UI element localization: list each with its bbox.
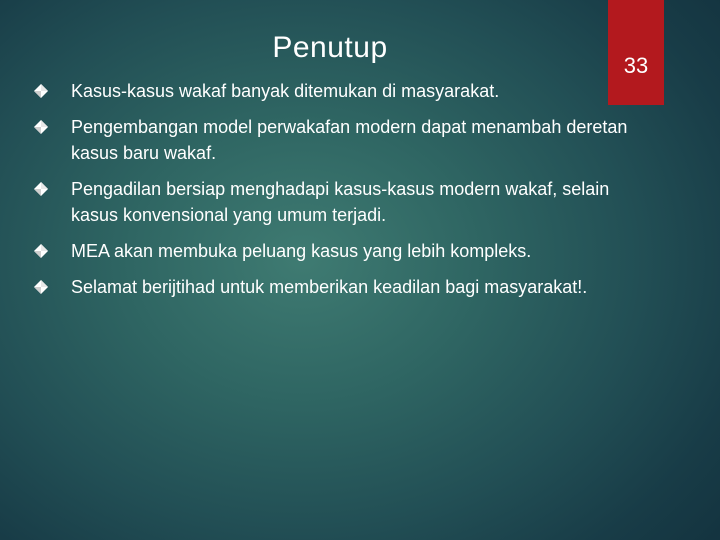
bullet-item [34,176,654,228]
bullet-list [34,78,654,310]
bullet-text: Kasus-kasus wakaf banyak ditemukan di masyarakat. [71,81,500,101]
diamond-icon [34,244,48,258]
bullet-text: MEA akan membuka peluang kasus yang lebih kompleks. [71,241,532,261]
diamond-icon [34,120,48,134]
bullet-text: Selamat berijtihad untuk memberikan keadilan bagi masyarakat!. [71,277,588,297]
bullet-text: Pengembangan model perwakafan modern dapat menambah deretan kasus baru wakaf. [71,117,628,163]
diamond-icon [34,84,48,98]
diamond-icon [34,182,48,196]
page-number: 33 [623,52,649,78]
diamond-icon [34,280,48,294]
bullet-text: Pengadilan bersiap menghadapi kasus-kasus modern wakaf, selain kasus konvensional yang umum terjadi. [71,179,610,225]
bullet-item [34,78,654,104]
bullet-item [34,114,654,166]
bullet-item [34,238,654,264]
slide-title: Penutup [272,31,388,64]
bullet-item [34,274,654,300]
